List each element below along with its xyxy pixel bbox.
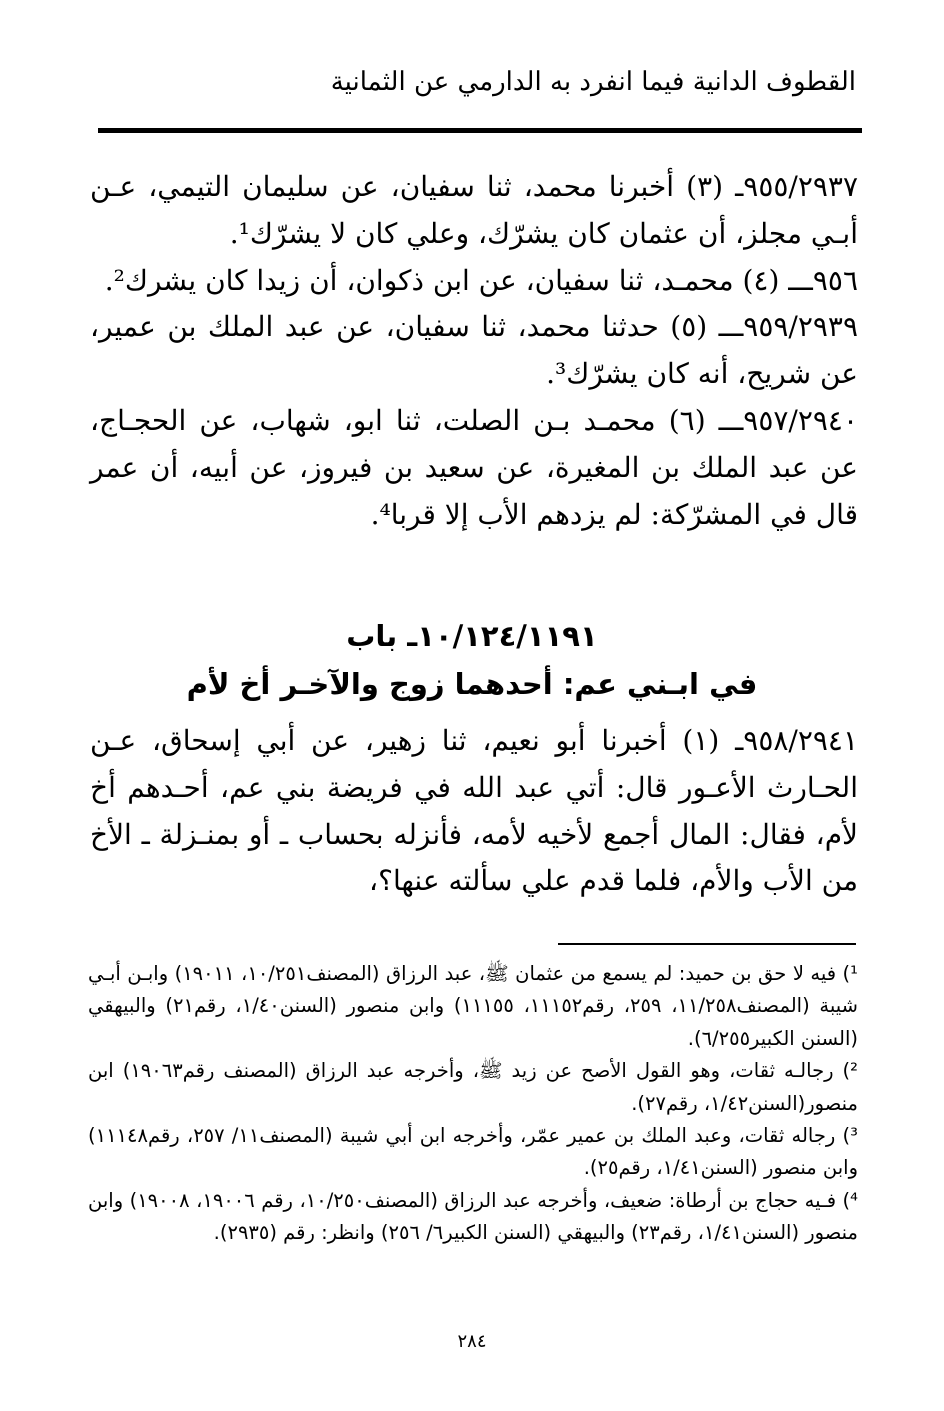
- chapter-title: في ابـني عم: أحدهما زوج والآخـر أخ لأم: [186, 667, 758, 701]
- footnote-separator: [558, 943, 856, 945]
- footnote: ¹) فيه لا حق بن حميد: لم يسمع من عثمان ﷺ، عبد الرزاق (المصنف١٠/٢٥١، ١٩٠١١) وابـن أبـي شيبة (المصنف١١/٢٥٨، ٢٥٩، رقم١١١٥٢، ١١١٥٥) وابن منصور (السنن١/٤٠، رقم٢١) والبيهقي (السنن الكبير٦/٢٥٥).: [88, 962, 858, 1050]
- chapter-number: ١٠/١٢٤/١١٩١ـ باب: [346, 619, 598, 653]
- main-text-block: [90, 164, 858, 538]
- footnotes-block: [88, 958, 858, 1250]
- chapter-heading: [86, 612, 858, 708]
- footnote: ²) رجالـه ثقات، وهو القول الأصح عن زيد ﷺ، وأخرجه عبد الرزاق (المصنف رقم١٩٠٦٣) ابن منصور(السنن١/٤٢، رقم٢٧).: [88, 1059, 858, 1115]
- hadith-entry: ٩٥٧/٢٩٤٠ـــ (٦) محمـد بـن الصلت، ثنا ابو، شهاب، عن الحجـاج، عن عبد الملك بن المغيرة، عن سعيد بن فيروز، عن أبيه، أن عمر قال في المشرّكة: لم يزدهم الأب إلا قربا⁴.: [90, 403, 858, 531]
- footnote: ³) رجاله ثقات، وعبد الملك بن عمير عمّر، وأخرجه ابن أبي شيبة (المصنف١١/ ٢٥٧، رقم١١١٤٨) وابن منصور (السنن١/٤١، رقم٢٥).: [88, 1124, 858, 1180]
- hadith-entry: ٩٥٨/٢٩٤١ـ (١) أخبرنا أبو نعيم، ثنا زهير، عن أبي إسحاق، عـن الحـارث الأعـور قال: أتي عبد الله في فريضة بني عم، أحـدهم أخ لأم، فقال: المال أجمع لأخيه لأمه، فأنزله بحساب ـ أو بمنـزلة ـ الأخ من الأب والأم، فلما قدم علي سألته عنها؟،: [90, 724, 859, 898]
- hadith-entry: ٩٥٥/٢٩٣٧ـ (٣) أخبرنا محمد، ثنا سفيان، عن سليمان التيمي، عـن أبـي مجلز، أن عثمان كان يشرّك، وعلي كان لا يشرّك¹.: [90, 170, 859, 250]
- hadith-entry: ٩٥٩/٢٩٣٩ـــ (٥) حدثنا محمد، ثنا سفيان، عن عبد الملك بن عمير، عن شريح، أنه كان يشرّك³.: [90, 310, 858, 391]
- page-number: ٢٨٤: [457, 1331, 487, 1352]
- header-rule: [98, 128, 862, 133]
- running-title: القطوف الدانية فيما انفرد به الدارمي عن الثمانية: [330, 67, 856, 97]
- hadith-entry: ٩٥٦ـــ (٤) محمـد، ثنا سفيان، عن ابن ذكوان، أن زيدا كان يشرك².: [104, 263, 858, 297]
- chapter-text-block: [90, 718, 858, 905]
- footnote: ⁴) فـيه حجاج بن أرطاة: ضعيف، وأخرجه عبد الرزاق (المصنف١٠/٢٥٠، رقم ١٩٠٠٦، ١٩٠٠٨) وابن منصور (السنن١/٤١، رقم٢٣) والبيهقي (السنن الكبير٦/ ٢٥٦) وانظر: رقم (٢٩٣٥).: [88, 1188, 858, 1245]
